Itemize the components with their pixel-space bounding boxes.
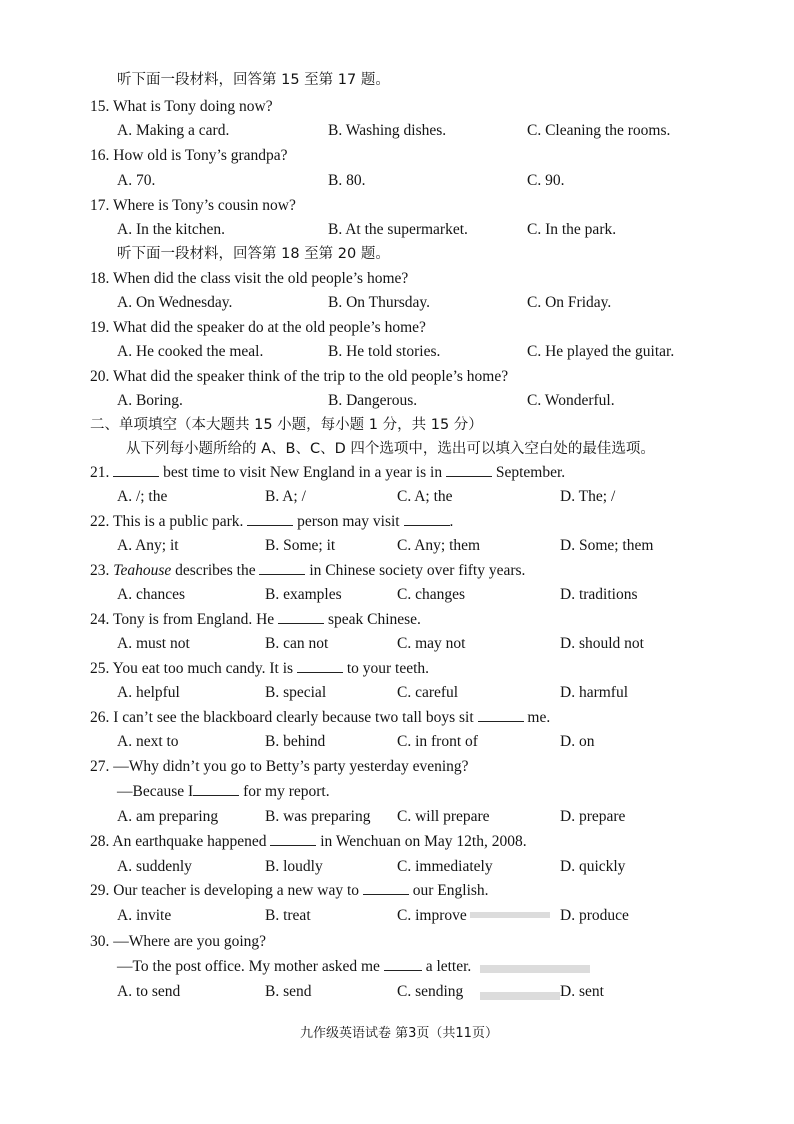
- option-b: B. On Thursday.: [328, 294, 431, 311]
- option-c: C. Cleaning the rooms.: [527, 122, 671, 139]
- question-stem: 16. How old is Tony’s grandpa?: [90, 147, 288, 164]
- page-footer: [0, 1022, 794, 1046]
- option-c: C. On Friday.: [527, 294, 612, 311]
- question-23: [0, 559, 794, 583]
- book-title: Teahouse: [113, 562, 172, 579]
- answer-blank: [297, 658, 343, 673]
- question-21-options: [0, 485, 794, 509]
- question-22: [0, 510, 794, 534]
- stem-part: September.: [495, 464, 566, 481]
- option-c: C. in front of: [397, 733, 478, 750]
- option-b: B. can not: [265, 635, 329, 652]
- question-28: [0, 830, 794, 854]
- question-number: 23.: [90, 562, 110, 579]
- option-b: B. examples: [265, 586, 342, 603]
- answer-blank: [113, 462, 159, 477]
- option-c: C. Any; them: [397, 537, 481, 554]
- option-c: C. 90.: [527, 172, 565, 189]
- option-a: A. am preparing: [117, 808, 219, 825]
- stem-part: 26. I can’t see the blackboard clearly because two tall boys sit: [90, 709, 474, 726]
- answer-blank: [404, 511, 450, 526]
- option-d: D. produce: [560, 907, 629, 924]
- question-17: [0, 194, 794, 218]
- question-28-options: [0, 855, 794, 879]
- option-b: B. loudly: [265, 858, 323, 875]
- stem-part: speak Chinese.: [327, 611, 421, 628]
- question-18: [0, 267, 794, 291]
- stem-part: to your teeth.: [346, 660, 430, 677]
- question-15: [0, 95, 794, 119]
- question-30-response: [0, 955, 794, 979]
- question-25-options: [0, 681, 794, 705]
- option-b: B. was preparing: [265, 808, 371, 825]
- option-c: C. changes: [397, 586, 466, 603]
- question-number: 21.: [90, 464, 110, 481]
- question-19-options: [0, 340, 794, 364]
- section-intro-15-17: [0, 68, 794, 92]
- option-b: B. 80.: [328, 172, 366, 189]
- footer-text: 九作级英语试卷 第3页（共11页）: [300, 1026, 498, 1041]
- option-c: C. He played the guitar.: [527, 343, 675, 360]
- intro-text: 听下面一段材料，回答第 15 至第 17 题。: [117, 72, 390, 88]
- question-26-options: [0, 730, 794, 754]
- option-b: B. special: [265, 684, 327, 701]
- question-26: [0, 706, 794, 730]
- stem-part: best time to visit New England in a year is in: [163, 464, 443, 481]
- option-d: D. quickly: [560, 858, 626, 875]
- section-2-instruction: [0, 437, 794, 461]
- answer-blank: [384, 956, 422, 971]
- option-a: A. helpful: [117, 684, 180, 701]
- option-c: C. Wonderful.: [527, 392, 615, 409]
- question-17-options: [0, 218, 794, 242]
- stem-part: describes the: [175, 562, 256, 579]
- question-stem: 27. —Why didn’t you go to Betty’s party yesterday evening?: [90, 758, 469, 775]
- option-b: B. A; /: [265, 488, 306, 505]
- option-a: A. 70.: [117, 172, 156, 189]
- answer-blank: [247, 511, 293, 526]
- question-18-options: [0, 291, 794, 315]
- stem-part: in Chinese society over fifty years.: [309, 562, 526, 579]
- option-b: B. send: [265, 983, 312, 1000]
- stem-part: .: [449, 513, 454, 530]
- option-a: A. to send: [117, 983, 181, 1000]
- section-heading: 二、单项填空（本大题共 15 小题，每小题 1 分，共 15 分）: [90, 417, 483, 433]
- question-16-options: [0, 169, 794, 193]
- question-stem: 20. What did the speaker think of the trip to the old people’s home?: [90, 368, 509, 385]
- answer-blank: [478, 707, 524, 722]
- stem-part: for my report.: [243, 783, 330, 800]
- stem-part: —To the post office. My mother asked me: [117, 958, 380, 975]
- option-c: C. A; the: [397, 488, 453, 505]
- scan-artifact: [480, 992, 560, 1000]
- option-a: A. He cooked the meal.: [117, 343, 264, 360]
- question-19: [0, 316, 794, 340]
- answer-blank: [363, 880, 409, 895]
- question-29: [0, 879, 794, 903]
- option-d: D. Some; them: [560, 537, 654, 554]
- scan-artifact: [480, 965, 590, 973]
- question-27: [0, 755, 794, 779]
- question-stem: 15. What is Tony doing now?: [90, 98, 273, 115]
- question-stem: 30. —Where are you going?: [90, 933, 267, 950]
- option-c: C. careful: [397, 684, 459, 701]
- answer-blank: [259, 560, 305, 575]
- option-c: C. In the park.: [527, 221, 617, 238]
- option-a: A. On Wednesday.: [117, 294, 233, 311]
- question-24: [0, 608, 794, 632]
- stem-part: in Wenchuan on May 12th, 2008.: [320, 833, 527, 850]
- question-20-options: [0, 389, 794, 413]
- option-b: B. Washing dishes.: [328, 122, 447, 139]
- question-20: [0, 365, 794, 389]
- option-a: A. Making a card.: [117, 122, 230, 139]
- option-a: A. suddenly: [117, 858, 192, 875]
- option-c: C. immediately: [397, 858, 493, 875]
- question-23-options: [0, 583, 794, 607]
- section-instruction: 从下列每小题所给的 A、B、C、D 四个选项中，选出可以填入空白处的最佳选项。: [126, 441, 655, 457]
- question-30: [0, 930, 794, 954]
- option-d: D. harmful: [560, 684, 629, 701]
- question-22-options: [0, 534, 794, 558]
- answer-blank: [270, 831, 316, 846]
- option-d: D. sent: [560, 983, 604, 1000]
- stem-part: 24. Tony is from England. He: [90, 611, 275, 628]
- stem-part: a letter.: [425, 958, 472, 975]
- option-d: D. The; /: [560, 488, 616, 505]
- option-b: B. treat: [265, 907, 311, 924]
- option-d: D. prepare: [560, 808, 626, 825]
- option-b: B. behind: [265, 733, 326, 750]
- option-b: B. Dangerous.: [328, 392, 418, 409]
- stem-part: our English.: [412, 882, 489, 899]
- option-d: D. traditions: [560, 586, 638, 603]
- stem-part: me.: [527, 709, 551, 726]
- option-c: C. sending: [397, 983, 464, 1000]
- stem-part: 28. An earthquake happened: [90, 833, 267, 850]
- section-intro-18-20: [0, 242, 794, 266]
- stem-part: 29. Our teacher is developing a new way to: [90, 882, 360, 899]
- option-a: A. /; the: [117, 488, 168, 505]
- option-a: A. invite: [117, 907, 172, 924]
- option-d: D. should not: [560, 635, 644, 652]
- question-27-options: [0, 805, 794, 829]
- answer-blank: [278, 609, 324, 624]
- option-b: B. At the supermarket.: [328, 221, 468, 238]
- question-24-options: [0, 632, 794, 656]
- question-27-response: [0, 780, 794, 804]
- option-a: A. must not: [117, 635, 190, 652]
- option-c: C. will prepare: [397, 808, 490, 825]
- option-a: A. chances: [117, 586, 185, 603]
- stem-part: person may visit: [297, 513, 400, 530]
- question-stem: 19. What did the speaker do at the old people’s home?: [90, 319, 426, 336]
- question-25: [0, 657, 794, 681]
- answer-blank: [446, 462, 492, 477]
- answer-blank: [193, 781, 239, 796]
- stem-part: 22. This is a public park.: [90, 513, 244, 530]
- question-stem: 18. When did the class visit the old people’s home?: [90, 270, 409, 287]
- option-a: A. next to: [117, 733, 179, 750]
- intro-text: 听下面一段材料，回答第 18 至第 20 题。: [117, 246, 390, 262]
- section-2-heading: [0, 413, 794, 437]
- question-16: [0, 144, 794, 168]
- option-d: D. on: [560, 733, 595, 750]
- option-a: A. In the kitchen.: [117, 221, 226, 238]
- option-c: C. improve: [397, 907, 467, 924]
- question-stem: 17. Where is Tony’s cousin now?: [90, 197, 296, 214]
- option-c: C. may not: [397, 635, 466, 652]
- stem-part: —Because I: [117, 783, 194, 800]
- scan-artifact: [470, 912, 550, 918]
- option-b: B. Some; it: [265, 537, 336, 554]
- option-a: A. Any; it: [117, 537, 179, 554]
- question-21: [0, 461, 794, 485]
- option-a: A. Boring.: [117, 392, 183, 409]
- question-30-options: [0, 980, 794, 1004]
- question-15-options: [0, 119, 794, 143]
- stem-part: 25. You eat too much candy. It is: [90, 660, 294, 677]
- option-b: B. He told stories.: [328, 343, 441, 360]
- question-29-options: [0, 904, 794, 928]
